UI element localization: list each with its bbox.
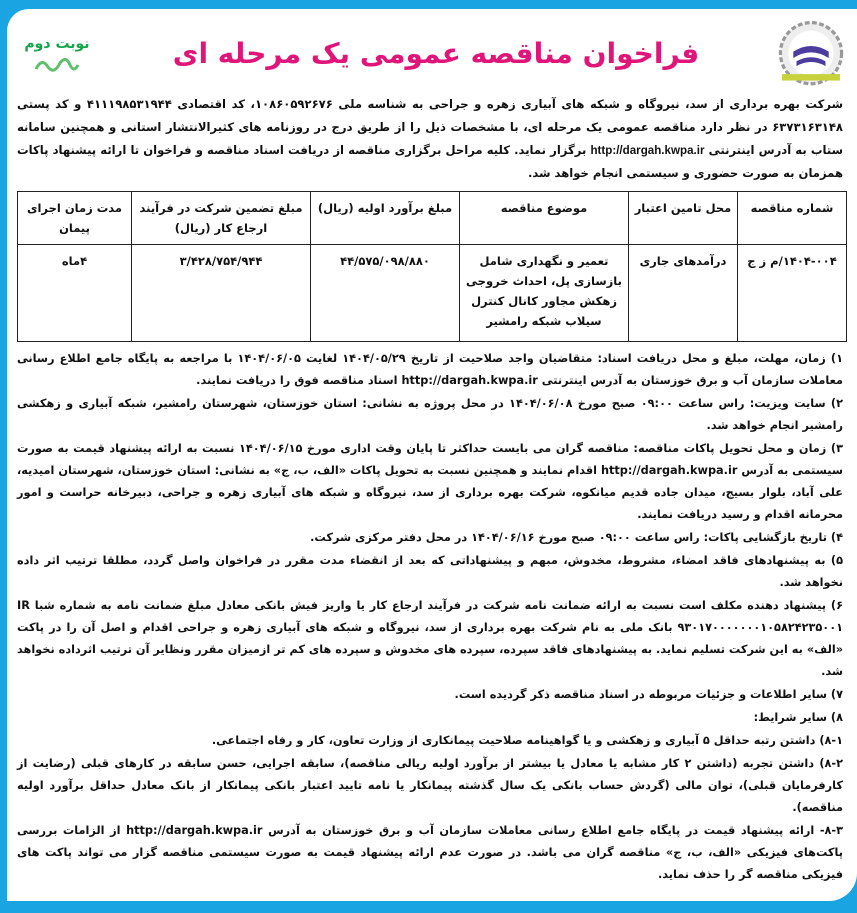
item-8-3: ۸-۳- ارائه پیشنهاد قیمت در پایگاه جامع اطلاع رسانی معاملات سازمان آب و برق خوزستان به آدرس http://dargah.kwpa.ir از الزامات بررسی پاکت‌های فیزیکی «الف، ب، ج» مناقصه گران می باشد. در صورت عدم ارائه پیشنهاد قیمت به صورت سیستمی مناقصه گزار می تواند پاکت های فیزیکی مناقصه گر را حذف نماید. [17, 824, 843, 881]
item-5: ۵) به پیشنهادهای فاقد امضاء، مشروط، مخدوش، مبهم و پیشنهاداتی که بعد از انقضاء مدت مقرر در فراخوان واصل گردد، مطلقا ترتیب اثر داده نخواهد شد. [17, 554, 843, 589]
intro-paragraph: شرکت بهره برداری از سد، نیروگاه و شبکه های آبیاری زهره و جراحی به شناسه ملی ۱۰۸۶۰۵۹۲۶۷۶، کد اقتصادی ۴۱۱۱۹۸۵۳۱۹۴۴ و کد پستی ۶۳۷۳۱۶۳۱۴۸ در نظر دارد مناقصه عمومی یک مرحله ای، با مشخصات ذیل را از طریق درج در روزنامه های کثیرالانتشار استانی و همچنین سامانه ستاب به آدرس اینترنتی http://dargah.kwpa.ir برگزار نماید. کلیه مراحل برگزاری مناقصه از دریافت اسناد مناقصه و فراخوان تا ارائه پیشنهاد پاکات همزمان به صورت حضوری و سیستمی انجام خواهد شد. [17, 97, 843, 180]
round-badge [17, 35, 97, 73]
website-link[interactable]: http://dargah.kwpa.ir [590, 144, 705, 157]
round-label: نوبت دوم [24, 36, 90, 52]
intro-line-1: شرکت بهره برداری از سد، نیروگاه و شبکه های آبیاری زهره و جراحی به شناسه ملی ۱۰۸۶۰۵۹۲۶۷۶، کد اقتصادی ۴۱۱۱۹۸۵۳۱۹۴۴ و کد [55, 97, 843, 111]
tender-table [17, 191, 847, 342]
col-estimate: مبلغ برآورد اولیه (ریال) [311, 192, 460, 245]
item-6: ۶) پیشنهاد دهنده مکلف است نسبت به ارائه ضمانت نامه شرکت در فرآیند ارجاع کار یا واریز فیش بانکی معادل مبلغ ضمانت نامه به شماره شبا IR ۹۳۰۱۷۰۰۰۰۰۰۰۱۰۵۸۲۴۲۳۵۰۰۱ بانک ملی به نام شرکت بهره برداری از سد، نیروگاه و شبکه های آبیاری زهره و جراحی اقدام و اصل آن را در پاکت «الف» به این شرکت تسلیم نماید. به پیشنهادهای فاقد سپرده، سپرده های مخدوش و سپرده های کم تر ازمیزان مقرر ونظایر آن ترتیب اثرداده نخواهد شد. [17, 599, 843, 678]
item-4: ۴) تاریخ بازگشایی پاکات: راس ساعت ۰۹:۰۰ صبح مورخ ۱۴۰۴/۰۶/۱۶ در محل دفتر مرکزی شرکت. [310, 531, 843, 544]
col-tender-number: شماره مناقصه [738, 192, 847, 245]
subject: تعمیر و نگهداری شامل بازسازی پل، احداث خروجی زهکش مجاور کانال کنترل سیلاب شبکه رامشیر [460, 245, 629, 342]
tender-number: ۱۴۰۴-۰۰۴/م ز ج [738, 245, 847, 342]
item-8: ۸) سایر شرایط: [753, 711, 843, 724]
col-funding-source: محل تامین اعتبار [629, 192, 738, 245]
item-7: ۷) سایر اطلاعات و جزئیات مربوطه در اسناد مناقصه ذکر گردیده است. [454, 688, 843, 701]
item-3: ۳) زمان و محل تحویل پاکات مناقصه: مناقصه گران می بایست حداکثر تا پایان وقت اداری مورخ ۱۴۰۴/۰۶/۱۵ نسبت به ارائه پیشنهاد قیمت به صورت سیستمی به آدرس http://dargah.kwpa.ir اقدام نمایند و همچنین نسبت به تحویل پاکات «الف، ب، ج» به نشانی: استان خوزستان، شهرستان امیدیه، علی آباد، بلوار بسیج، میدان جاده قدیم میانکوه، شرکت بهره برداری از سد، نیروگاه و شبکه های آبیاری زهره و جراحی، دبیرخانه حراست و امور محرمانه اقدام و رسید دریافت نمایند. [17, 442, 844, 521]
round-two-calligraphy-icon [32, 55, 82, 73]
item-2: ۲) سایت ویزیت: راس ساعت ۰۹:۰۰ صبح مورخ ۱۴۰۴/۰۶/۰۸ در محل پروژه به نشانی: استان خوزستان، شهرستان رامشیر، شبکه آبیاری و زهکشی رامشیر انجام خواهد شد. [17, 397, 843, 432]
page-title: فراخوان مناقصه عمومی یک مرحله ای [172, 37, 700, 70]
col-subject: موضوع مناقصه [460, 192, 629, 245]
col-duration: مدت زمان اجرای پیمان [18, 192, 132, 245]
tender-notice [7, 9, 857, 901]
estimate: ۴۴/۵۷۵/۰۹۸/۸۸۰ [311, 245, 460, 342]
conditions-list [17, 348, 843, 886]
col-guarantee: مبلغ تضمین شرکت در فرآیند ارجاع کار (ریال) [132, 192, 311, 245]
header [17, 19, 847, 89]
duration: ۴ماه [18, 245, 132, 342]
item-8-2: ۸-۲) داشتن تجربه (داشتن ۲ کار مشابه یا معادل یا بیشتر از برآورد اولیه ریالی مناقصه)، سابقه اجرایی، حسن سابقه در کارهای قبلی (رضایت از کارفرمایان قبلی)، توان مالی (گردش حساب بانکی یک سال گذشته پیمانکار یا نامه تایید اعتبار بانکی پیمانکار از بانک معادل حداقل برآورد اولیه مناقصه). [17, 757, 843, 814]
item-8-1: ۸-۱) داشتن رتبه حداقل ۵ آبیاری و زهکشی و یا گواهینامه صلاحیت پیمانکاری از وزارت تعاون، کار و رفاه اجتماعی. [211, 734, 843, 747]
guarantee: ۳/۴۲۸/۷۵۴/۹۴۴ [132, 245, 311, 342]
table-row [18, 245, 847, 342]
funding-source: درآمدهای جاری [629, 245, 738, 342]
company-logo [775, 21, 847, 87]
water-power-company-logo-icon [775, 21, 847, 87]
item-1: ۱) زمان، مهلت، مبلغ و محل دریافت اسناد: متقاضیان واجد صلاحیت از تاریخ ۱۴۰۴/۰۵/۲۹ لغایت ۱۴۰۴/۰۶/۰۵ با مراجعه به پایگاه جامع اطلاع رسانی معاملات سازمان آب و برق خوزستان به آدرس اینترنتی http://dargah.kwpa.ir اسناد مناقصه فوق را دریافت نمایند. [17, 352, 843, 387]
table-header-row [18, 192, 847, 245]
